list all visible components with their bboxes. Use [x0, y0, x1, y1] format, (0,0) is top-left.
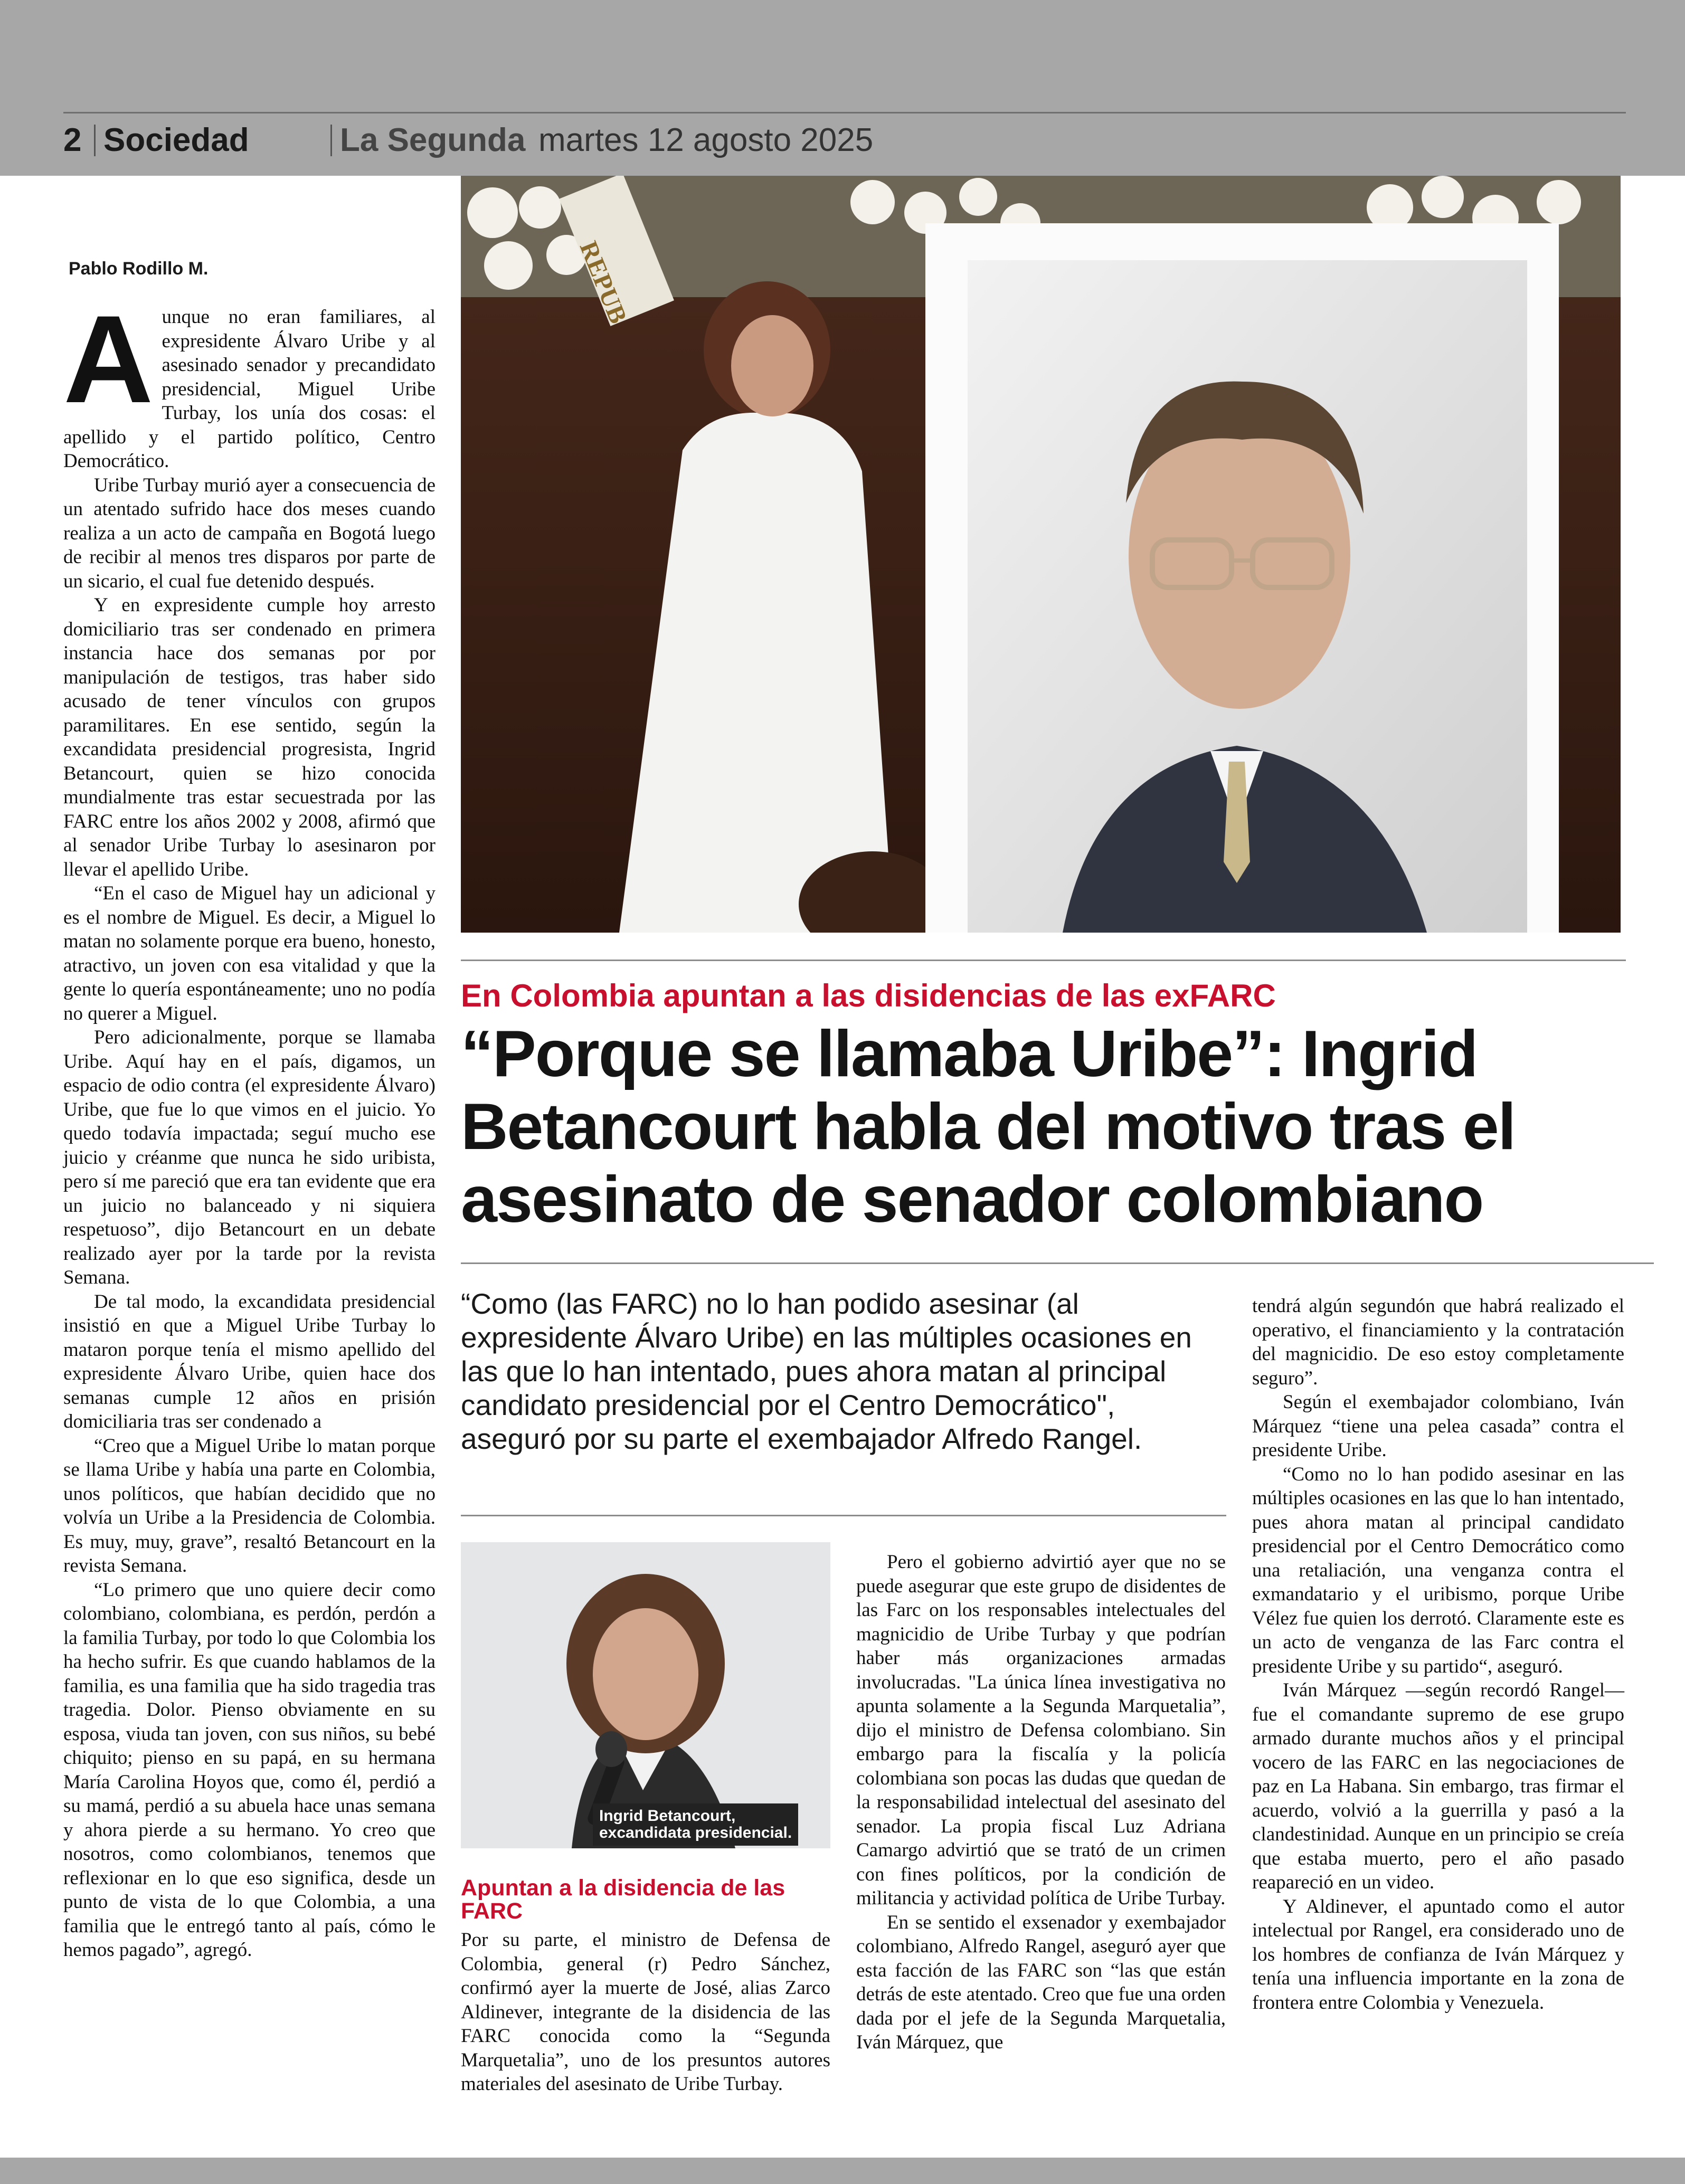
inset-photo [461, 1542, 830, 1848]
page-header [63, 112, 1626, 159]
article-paragraph: Uribe Turbay murió ayer a consecuencia de un atentado sufrido hace dos meses cuando realiza a un acto de campaña en Bogotá luego de recibir al menos tres disparos por parte de un sicario, el cual fue detenido después. [63, 474, 436, 592]
publication-name: La Segunda [340, 122, 526, 158]
article-paragraph: unque no eran familiares, al expresidente Álvaro Uribe y al asesinado senador y precandidato presidencial, Miguel Uribe Turbay, los unía dos cosas: el apellido y el partido político, Centro Democrático. [63, 306, 436, 472]
deck-rule [461, 1515, 1226, 1516]
article-paragraph: “Creo que a Miguel Uribe lo matan porque se llama Uribe y había una parte en Colombia, unos políticos, que habían decidido que no volvía un Uribe a la Presidencia de Colombia. Es muy, muy, grave”, resaltó Betancourt en la revista Semana. [63, 1435, 436, 1577]
article-paragraph: En se sentido el exsenador y exembajador colombiano, Alfredo Rangel, aseguró ayer que esta facción de las FARC son “las que están detrás de este atentado. Creo que fue una orden dada por el jefe de la Segunda Marquetalia, Iván Márquez, que [856, 1911, 1226, 2053]
subhead: Apuntan a la disidencia de las FARC [461, 1875, 785, 1924]
caption-name: Ingrid Betancourt, [599, 1807, 736, 1825]
byline: Pablo Rodillo M. [69, 259, 209, 279]
article-column-1 [63, 290, 436, 1962]
article-paragraph: tendrá algún segundón que habrá realizado el operativo, el financiamiento y la contratación del magnicidio. De eso estoy completamente seguro”. [1252, 1295, 1624, 1389]
header-rule [63, 112, 1626, 113]
headline: “Porque se llamaba Uribe”: Ingrid Betancourt habla del motivo tras el asesinato de senador colombiano [461, 1018, 1516, 1236]
article-paragraph: Pero el gobierno advirtió ayer que no se puede asegurar que este grupo de disidentes de las Farc on los responsables intelectuales del magnicidio de Uribe Turbay y que podrían haber más organizaciones armadas involucradas. "La única línea investigativa no apunta solamente a la Segunda Marquetalia”, dijo el ministro de Defensa colombiano. Sin embargo para la fiscalía y la policía colombiana son pocas las dudas que quedan de la responsabilidad intelectual del asesinato del senador. La propia fiscal Luz Adriana Camargo advirtió que se trató de un crimen con fines políticos, por la condición de militancia y actividad política de Uribe Turbay. [856, 1551, 1226, 1909]
article-paragraph: “Como no lo han podido asesinar en las múltiples ocasiones en las que lo han intentado, pues ahora matan al principal candidato presidencial por el Centro Democrático como una retaliación, una venganza contra el exmandatario y el uribismo, porque Uribe Vélez fue quien los derrotó. Claramente este es un acto de venganza de las Farc contra el presidente Uribe y su partido“, aseguró. [1252, 1463, 1624, 1677]
article-column-4 [1252, 1294, 1624, 2015]
drop-cap: A [63, 290, 154, 429]
photo-caption [593, 1803, 798, 1846]
article-column-3 [856, 1550, 1226, 2055]
article-paragraph: Y Aldinever, el apuntado como el autor intelectual por Rangel, era considerado uno de los hombres de confianza de Iván Márquez y tenía una influencia importante en la zona de frontera entre Colombia y Venezuela. [1252, 1895, 1624, 2014]
section-rule [461, 960, 1626, 961]
headline-rule [461, 1262, 1654, 1264]
article-paragraph: “En el caso de Miguel hay un adicional y es el nombre de Miguel. Es decir, a Miguel lo matan no solamente porque era bueno, honesto, atractivo, un joven con esa vitalidad y que la gente lo quería espontáneamente; uno no podía no querer a Miguel. [63, 882, 436, 1024]
article-column-2 [461, 1928, 830, 2096]
article-paragraph: Pero adicionalmente, porque se llamaba Uribe. Aquí hay en el país, digamos, un espacio de odio contra (el expresidente Álvaro) Uribe, que fue lo que vimos en el juicio. Yo quedo todavía impactada; seguí mucho ese juicio y créanme que nunca he sido uribista, pero sí me pareció que era tan evidente que era un juicio no balanceado y ni siquiera respetuoso”, dijo Betancourt en un debate realizado ayer por la tarde por la revista Semana. [63, 1027, 436, 1288]
main-photo [461, 176, 1621, 933]
page-number: 2 [63, 122, 82, 158]
deck-quote: “Como (las FARC) no lo han podido asesinar (al expresidente Álvaro Uribe) en las múltiples ocasiones en las que lo han intentado, pues ahora matan al principal candidato presidencial por el Centro Democrático", aseguró por su parte el exembajador Alfredo Rangel. [461, 1287, 1192, 1455]
header-divider [94, 125, 96, 156]
funeral-portrait-illustration [461, 176, 1621, 933]
ribbon-text: REPUB [574, 237, 632, 328]
header-divider [330, 125, 332, 156]
kicker: En Colombia apuntan a las disidencias de las exFARC [461, 978, 1276, 1013]
issue-date: martes 12 agosto 2025 [538, 122, 874, 158]
article-paragraph: De tal modo, la excandidata presidencial insistió en que a Miguel Uribe Turbay lo mataron porque tenía el mismo apellido del expresidente Álvaro Uribe, quien hace dos semanas cumple 12 años en prisión domiciliaria tras ser condenado a [63, 1290, 436, 1432]
article-paragraph: Según el exembajador colombiano, Iván Márquez “tiene una pelea casada” contra el presidente Uribe. [1252, 1391, 1624, 1461]
article-paragraph: “Lo primero que uno quiere decir como colombiano, colombiana, es perdón, perdón a la familia Turbay, por todo lo que Colombia los ha hecho sufrir. Es que cuando hablamos de la familia, es una familia que ha sido tragedia tras tragedia. Dolor. Pienso obviamente en su esposa, viuda tan joven, con sus niños, su bebé chiquito; pienso en su papá, en su hermana María Carolina Hoyos que, como él, perdió a su mamá, perdió a su abuela hace unas semana y ahora pierde a su hermano. Yo creo que nosotros, como colombianos, tenemos que reflexionar en lo que eso significa, desde un punto de vista de lo que Colombia, a una familia que le entregó tanto al país, cómo le hemos pagado”, agregó. [63, 1579, 436, 1961]
article-paragraph: Iván Márquez —según recordó Rangel— fue el comandante supremo de ese grupo armado durante muchos años y el principal vocero de las FARC en las negociaciones de paz en La Habana. Sin embargo, tras firmar el acuerdo, volvió a la guerrilla y pasó a la clandestinidad. Aunque en un principio se creía que estaba muerto, pero el año pasado reapareció en un video. [1252, 1679, 1624, 1893]
article-paragraph: Por su parte, el ministro de Defensa de Colombia, general (r) Pedro Sánchez, confirmó ayer la muerte de José, alias Zarco Aldinever, integrante de la disidencia de las FARC conocida como la “Segunda Marquetalia”, uno de los presuntos autores materiales del asesinato de Uribe Turbay. [461, 1929, 830, 2095]
caption-role: excandidata presidencial. [599, 1824, 792, 1841]
portrait-illustration [461, 1542, 830, 1848]
section-name: Sociedad [103, 122, 249, 158]
article-paragraph: Y en expresidente cumple hoy arresto domiciliario tras ser condenado en primera instancia hace dos semanas por por manipulación de testigos, tras haber sido acusado de tener vínculos con grupos paramilitares. En ese sentido, según la excandidata presidencial progresista, Ingrid Betancourt, quien se hizo conocida mundialmente tras estar secuestrada por las FARC entre los años 2002 y 2008, afirmó que al senador Uribe Turbay lo asesinaron por llevar el apellido Uribe. [63, 594, 436, 880]
